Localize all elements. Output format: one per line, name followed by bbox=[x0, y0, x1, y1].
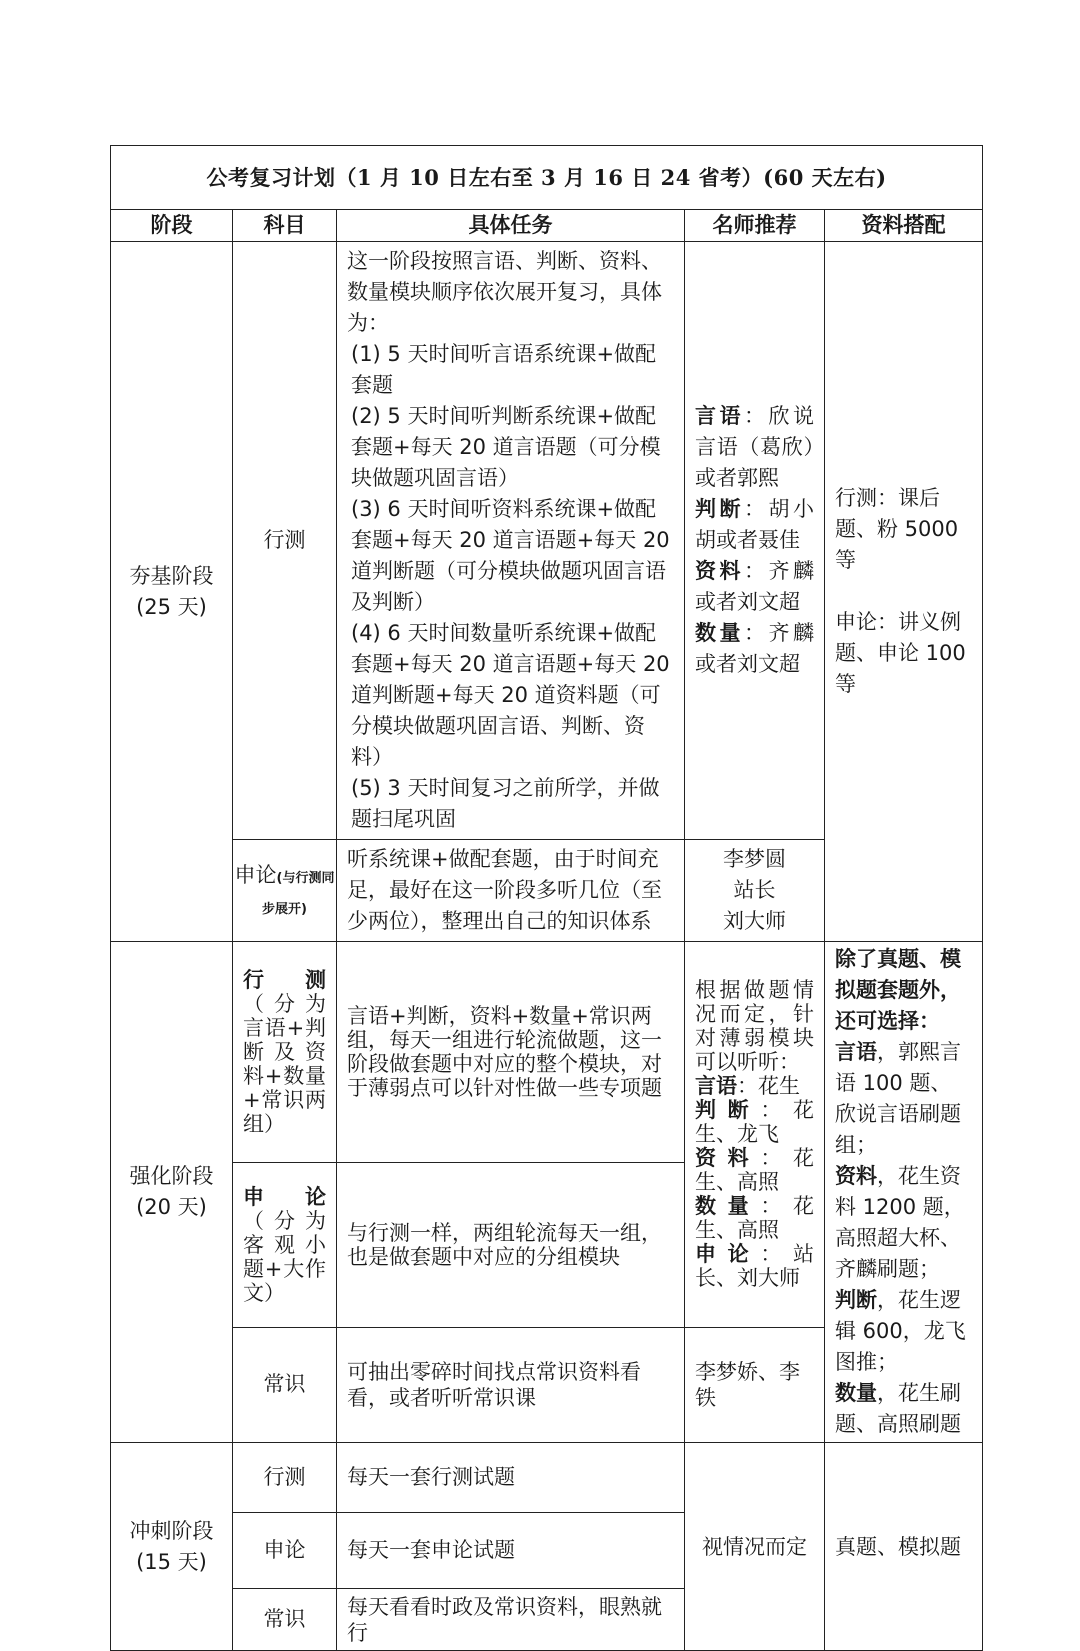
header-stage: 阶段 bbox=[111, 210, 233, 242]
subject-label: 申论 bbox=[243, 1184, 326, 1209]
material-label: 资料 bbox=[835, 1164, 877, 1188]
teacher-name: 站长 bbox=[733, 878, 776, 902]
teacher-text: ：花生、高照 bbox=[695, 1194, 815, 1243]
subject-label: 申论 bbox=[234, 862, 277, 887]
material-text: ，花生逻辑 600，龙飞图推； bbox=[835, 1288, 966, 1374]
stage3-cell bbox=[111, 1443, 233, 1651]
stage3-days: (15 天) bbox=[136, 1549, 207, 1574]
title-row bbox=[111, 146, 983, 210]
material-entry bbox=[835, 1378, 972, 1440]
subject-note: （分为客观小题+大作文） bbox=[243, 1208, 326, 1305]
stage1-xingce-teachers bbox=[685, 242, 825, 840]
stage3-subject: 常识 bbox=[233, 1589, 337, 1651]
stage2-cell bbox=[111, 942, 233, 1443]
header-material: 资料搭配 bbox=[825, 210, 983, 242]
material-text: ，花生资料 1200 题，高照超大杯、齐麟刷题； bbox=[835, 1164, 965, 1281]
stage3-row bbox=[111, 1443, 983, 1513]
teacher-label: 言语 bbox=[695, 404, 744, 428]
header-subject: 科目 bbox=[233, 210, 337, 242]
teacher-entry bbox=[695, 1194, 814, 1242]
header-task: 具体任务 bbox=[337, 210, 685, 242]
teacher-label: 数量 bbox=[695, 1194, 761, 1219]
teacher-entry bbox=[695, 494, 814, 556]
stage2-changshi-subject: 常识 bbox=[233, 1327, 337, 1442]
stage2-changshi-teachers: 李梦娇、李铁 bbox=[685, 1327, 825, 1442]
teacher-label: 申论 bbox=[695, 1242, 761, 1267]
subject-note: （分为言语+判断及资料+数量+常识两组） bbox=[243, 992, 326, 1137]
stage2-shenlun-subject bbox=[233, 1163, 337, 1328]
material-entry bbox=[835, 1161, 972, 1285]
teacher-label: 言语 bbox=[695, 1074, 737, 1099]
teacher-text: ：齐麟或者刘文超 bbox=[695, 621, 814, 676]
teacher-text: ：胡小胡或者聂佳 bbox=[695, 497, 814, 552]
stage1-xingce-item: (5) 3 天时间复习之前所学，并做题扫尾巩固 bbox=[351, 776, 660, 831]
stage1-days: (25 天) bbox=[136, 594, 207, 619]
stage1-materials bbox=[825, 242, 983, 942]
header-teacher: 名师推荐 bbox=[685, 210, 825, 242]
stage1-xingce-item: (3) 6 天时间听资料系统课+做配套题+每天 20 道言语题+每天 20 道判断题（可分模块做题巩固言语及判断） bbox=[351, 497, 670, 614]
stage2-xingce-subject bbox=[233, 942, 337, 1163]
teacher-label: 资料 bbox=[695, 559, 744, 583]
stage3-task: 每天一套申论试题 bbox=[337, 1513, 685, 1589]
header-row bbox=[111, 210, 983, 242]
stage1-shenlun-subject bbox=[233, 840, 337, 942]
stage1-shenlun-teachers bbox=[685, 840, 825, 942]
teacher-name: 李梦圆 bbox=[723, 847, 786, 871]
teacher-entry bbox=[695, 618, 814, 680]
study-plan-table bbox=[110, 145, 983, 1651]
teacher-text: ：欣说言语（葛欣）或者郭熙 bbox=[695, 404, 814, 490]
stage2-teachers bbox=[685, 942, 825, 1328]
stage1-material-shenlun: 申论：讲义例题、申论 100 等 bbox=[835, 610, 966, 696]
stage1-xingce-row bbox=[111, 242, 983, 840]
stage1-shenlun-task: 听系统课+做配套题，由于时间充足，最好在这一阶段多听几位（至少两位），整理出自己的知识体系 bbox=[337, 840, 685, 942]
stage1-xingce-intro: 这一阶段按照言语、判断、资料、数量模块顺序依次展开复习，具体为： bbox=[347, 249, 662, 335]
stage2-shenlun-task: 与行测一样，两组轮流每天一组，也是做套题中对应的分组模块 bbox=[337, 1163, 685, 1328]
stage3-materials: 真题、模拟题 bbox=[825, 1443, 983, 1651]
material-entry bbox=[835, 1285, 972, 1378]
material-text: ，郭熙言语 100 题、欣说言语刷题组； bbox=[835, 1040, 961, 1157]
teacher-label: 资料 bbox=[695, 1146, 761, 1171]
subject-note: (与行测同步展开) bbox=[262, 870, 335, 917]
stage2-xingce-task: 言语+判断，资料+数量+常识两组，每天一组进行轮流做题，这一阶段做套题中对应的整个模块，对于薄弱点可以针对性做一些专项题 bbox=[337, 942, 685, 1163]
stage3-name: 冲刺阶段 bbox=[129, 1518, 214, 1543]
material-label: 数量 bbox=[835, 1381, 877, 1405]
teacher-text: ：花生、龙飞 bbox=[695, 1098, 815, 1147]
teacher-label: 判断 bbox=[695, 1098, 761, 1123]
stage1-xingce-task bbox=[337, 242, 685, 840]
stage1-xingce-item: (4) 6 天时间数量听系统课+做配套题+每天 20 道言语题+每天 20 道判断题+每天 20 道资料题（可分模块做题巩固言语、判断、资料） bbox=[351, 621, 670, 769]
stage2-teachers-intro: 根据做题情况而定，针对薄弱模块可以听听： bbox=[695, 978, 814, 1075]
teacher-label: 数量 bbox=[695, 621, 744, 645]
stage3-subject: 行测 bbox=[233, 1443, 337, 1513]
teacher-text: ：站长、刘大师 bbox=[695, 1242, 815, 1291]
material-entry bbox=[835, 1037, 972, 1161]
stage2-days: (20 天) bbox=[136, 1195, 207, 1219]
teacher-text: ：齐麟或者刘文超 bbox=[695, 559, 814, 614]
subject-label: 行测 bbox=[243, 968, 326, 993]
teacher-text: ：花生 bbox=[737, 1074, 800, 1099]
material-label: 判断 bbox=[835, 1288, 877, 1312]
teacher-entry bbox=[695, 556, 814, 618]
stage2-materials bbox=[825, 942, 983, 1443]
stage1-material-xingce: 行测：课后题、粉 5000 等 bbox=[835, 486, 959, 572]
teacher-text: ：花生、高照 bbox=[695, 1146, 815, 1195]
stage2-materials-intro: 除了真题、模拟题套题外，还可选择： bbox=[835, 947, 961, 1033]
stage3-task: 每天一套行测试题 bbox=[337, 1443, 685, 1513]
teacher-entry bbox=[695, 1098, 814, 1146]
teacher-entry bbox=[695, 1146, 814, 1194]
teacher-entry bbox=[695, 401, 814, 494]
stage3-task: 每天看看时政及常识资料，眼熟就行 bbox=[337, 1589, 685, 1651]
stage1-xingce-item: (2) 5 天时间听判断系统课+做配套题+每天 20 道言语题（可分模块做题巩固言语） bbox=[351, 404, 661, 490]
stage1-xingce-subject: 行测 bbox=[233, 242, 337, 840]
teacher-entry bbox=[695, 1242, 814, 1290]
material-text: ，花生刷题、高照刷题 bbox=[835, 1381, 961, 1436]
teacher-name: 刘大师 bbox=[723, 909, 786, 933]
plan-title: 公考复习计划（1 月 10 日左右至 3 月 16 日 24 省考）(60 天左右) bbox=[111, 146, 983, 210]
stage1-name: 夯基阶段 bbox=[129, 563, 214, 588]
stage3-teachers: 视情况而定 bbox=[685, 1443, 825, 1651]
stage2-xingce-row bbox=[111, 942, 983, 1163]
stage2-changshi-task: 可抽出零碎时间找点常识资料看看，或者听听常识课 bbox=[337, 1327, 685, 1442]
stage1-cell bbox=[111, 242, 233, 942]
stage3-subject: 申论 bbox=[233, 1513, 337, 1589]
teacher-entry bbox=[695, 1074, 814, 1098]
teacher-label: 判断 bbox=[695, 497, 744, 521]
material-label: 言语 bbox=[835, 1040, 877, 1064]
stage2-name: 强化阶段 bbox=[129, 1164, 214, 1188]
stage1-xingce-item: (1) 5 天时间听言语系统课+做配套题 bbox=[351, 342, 657, 397]
